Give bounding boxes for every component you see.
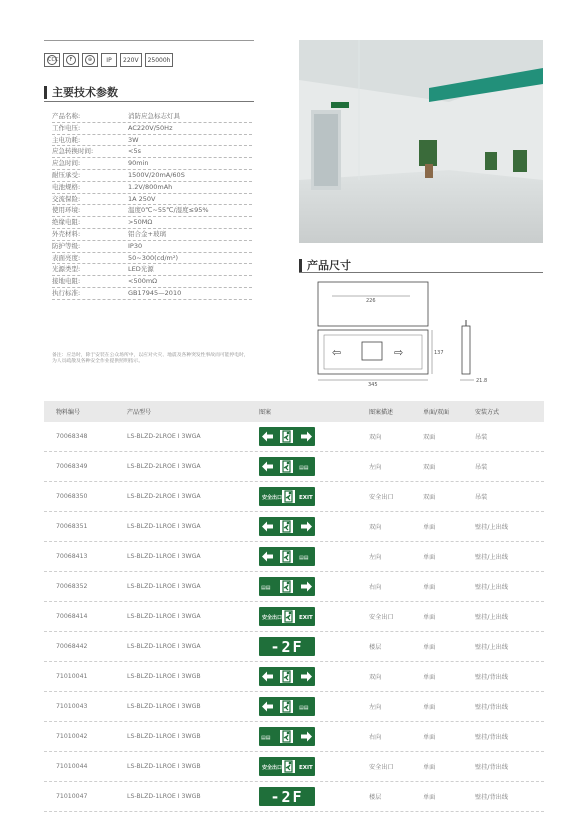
- cell-code: 71010042: [56, 733, 88, 740]
- cell-code: 71010041: [56, 673, 88, 680]
- cell-side: 单面: [423, 674, 436, 681]
- cell-pattern: [259, 457, 357, 476]
- spec-key: 使用环境:: [52, 206, 81, 215]
- cell-mount: 壁挂/上出线: [475, 584, 509, 591]
- cell-pattern: [259, 487, 357, 506]
- cell-mount: 壁挂/背出线: [475, 764, 509, 771]
- spec-value: LED光源: [128, 265, 154, 274]
- cell-mount: 吊装: [475, 434, 488, 441]
- cell-desc: 安全出口: [369, 494, 394, 501]
- cell-code: 70068350: [56, 493, 88, 500]
- cell-pattern: [259, 787, 357, 806]
- sign-left-icon: [259, 457, 315, 476]
- spec-row: [52, 205, 252, 217]
- cell-model: LS-BLZD-2LROE I 3WGA: [127, 433, 201, 440]
- cell-code: 71010043: [56, 703, 88, 710]
- sign-exit-icon: [259, 487, 315, 506]
- cell-side: 单面: [423, 794, 436, 801]
- cell-model: LS-BLZD-1LROE I 3WGB: [127, 763, 201, 770]
- params-title-text: 主要技术参数: [52, 86, 118, 99]
- cell-model: LS-BLZD-2LROE I 3WGA: [127, 493, 201, 500]
- table-row: [44, 722, 544, 752]
- cell-side: 单面: [423, 704, 436, 711]
- header-desc: 图案描述: [369, 409, 394, 416]
- spec-value: IP30: [128, 241, 143, 250]
- spec-key: 交流保险:: [52, 194, 81, 203]
- params-title: [44, 84, 118, 100]
- sign-right-icon: [259, 727, 315, 746]
- sign-both-icon: [259, 427, 315, 446]
- spec-key: 防护等级:: [52, 241, 81, 250]
- cell-desc: 安全出口: [369, 764, 394, 771]
- table-row: [44, 482, 544, 512]
- cell-model: LS-BLZD-1LROE I 3WGA: [127, 613, 201, 620]
- cell-desc: 楼层: [369, 794, 382, 801]
- table-header: [44, 401, 544, 422]
- spec-row: [52, 158, 252, 170]
- cell-desc: 双向: [369, 524, 382, 531]
- cert-icon: 25000h: [145, 53, 174, 67]
- cell-desc: 左向: [369, 704, 382, 711]
- spec-value: 90min: [128, 159, 149, 168]
- cell-code: 70068413: [56, 553, 88, 560]
- sign-exit-icon: [259, 757, 315, 776]
- cell-mount: 壁挂/上出线: [475, 524, 509, 531]
- cell-model: LS-BLZD-1LROE I 3WGB: [127, 793, 201, 800]
- spec-key: 主电功耗:: [52, 135, 81, 144]
- cell-pattern: [259, 637, 357, 656]
- table-row: [44, 752, 544, 782]
- cell-mount: 壁挂/背出线: [475, 674, 509, 681]
- cell-pattern: [259, 667, 357, 686]
- cert-icon: IP: [101, 53, 117, 67]
- spec-row: [52, 194, 252, 206]
- cell-code: 71010047: [56, 793, 88, 800]
- cert-icon: CCC: [44, 53, 60, 67]
- spec-key: 外壳材料:: [52, 229, 81, 238]
- sign-exit-icon: [259, 607, 315, 626]
- cell-mount: 吊装: [475, 464, 488, 471]
- spec-row: [52, 111, 252, 123]
- cell-desc: 安全出口: [369, 614, 394, 621]
- spec-value: <500mΩ: [128, 277, 158, 286]
- spec-value: >50MΩ: [128, 218, 153, 227]
- cell-side: 双面: [423, 434, 436, 441]
- size-title-text: 产品尺寸: [307, 259, 351, 272]
- header-side: 单面/双面: [423, 409, 450, 416]
- spec-note: 备注：应急时，除于安装在公众场所中，以应对火灾、地震及各种突发性事故而可能停电时，为人员疏散及各种安全作业提供照明指示。: [52, 353, 249, 364]
- svg-text:▤▤: ▤▤: [299, 555, 309, 561]
- dim-top-width: 226: [366, 298, 376, 304]
- sign-both-icon: [259, 667, 315, 686]
- table-row: [44, 422, 544, 452]
- cert-icons: [44, 53, 173, 67]
- spec-row: [52, 253, 252, 265]
- params-rule: [44, 101, 254, 102]
- cell-side: 单面: [423, 734, 436, 741]
- header-model: 产品型号: [127, 409, 152, 416]
- spec-value: <5s: [128, 147, 141, 156]
- spec-key: 接地电阻:: [52, 277, 81, 286]
- cell-pattern: [259, 757, 357, 776]
- cell-side: 单面: [423, 584, 436, 591]
- cell-pattern: [259, 427, 357, 446]
- cell-code: 70068442: [56, 643, 88, 650]
- svg-text:安全出口: 安全出口: [262, 765, 283, 771]
- cell-pattern: [259, 727, 357, 746]
- spec-key: 光源类型:: [52, 265, 81, 274]
- cell-side: 单面: [423, 644, 436, 651]
- cert-icon: F: [63, 53, 79, 67]
- svg-text:▤▤: ▤▤: [261, 585, 271, 591]
- cell-pattern: [259, 607, 357, 626]
- spec-row: [52, 146, 252, 158]
- table-row: [44, 572, 544, 602]
- svg-text:EXIT: EXIT: [299, 495, 313, 501]
- spec-row: [52, 135, 252, 147]
- dim-height: 137: [434, 350, 444, 356]
- cell-side: 双面: [423, 464, 436, 471]
- cell-code: 70068348: [56, 433, 88, 440]
- spec-value: 铝合金+玻璃: [128, 229, 166, 238]
- table-row: [44, 542, 544, 572]
- cell-mount: 壁挂/上出线: [475, 614, 509, 621]
- table-row: [44, 782, 544, 812]
- cell-desc: 左向: [369, 464, 382, 471]
- header-pattern: 图案: [259, 409, 272, 416]
- spec-value: AC220V/50Hz: [128, 123, 173, 132]
- sign-floor-icon: -2F: [259, 787, 315, 806]
- cell-mount: 壁挂/背出线: [475, 704, 509, 711]
- svg-text:安全出口: 安全出口: [262, 495, 283, 501]
- cell-model: LS-BLZD-1LROE I 3WGA: [127, 583, 201, 590]
- spec-value: 50~300(cd/m²): [128, 253, 179, 262]
- product-table: [44, 401, 544, 812]
- cell-side: 单面: [423, 524, 436, 531]
- spec-value: 温度0℃~55℃/湿度≤95%: [128, 206, 209, 215]
- corridor-photo: [299, 40, 543, 243]
- cell-model: LS-BLZD-1LROE I 3WGA: [127, 523, 201, 530]
- spec-key: 应急转换时间:: [52, 147, 94, 156]
- size-rule: [299, 272, 543, 273]
- cell-side: 单面: [423, 554, 436, 561]
- spec-key: 工作电压:: [52, 123, 81, 132]
- spec-row: [52, 182, 252, 194]
- spec-key: 应急时间:: [52, 159, 81, 168]
- cell-mount: 壁挂/上出线: [475, 644, 509, 651]
- cell-side: 双面: [423, 494, 436, 501]
- spec-row: [52, 123, 252, 135]
- cell-model: LS-BLZD-1LROE I 3WGB: [127, 673, 201, 680]
- dimension-drawing: [310, 280, 530, 390]
- cell-model: LS-BLZD-1LROE I 3WGA: [127, 643, 201, 650]
- spec-value: 3W: [128, 135, 139, 144]
- cell-mount: 吊装: [475, 494, 488, 501]
- svg-text:安全出口: 安全出口: [262, 615, 283, 621]
- spec-key: 绝缘电阻:: [52, 218, 81, 227]
- spec-key: 表面亮度:: [52, 253, 81, 262]
- cell-code: 70068349: [56, 463, 88, 470]
- cell-code: 70068414: [56, 613, 88, 620]
- cell-desc: 楼层: [369, 644, 382, 651]
- cell-model: LS-BLZD-1LROE I 3WGB: [127, 703, 201, 710]
- cell-desc: 右向: [369, 734, 382, 741]
- svg-text:EXIT: EXIT: [299, 615, 313, 621]
- spec-key: 产品名称:: [52, 112, 81, 120]
- sign-left-icon: [259, 547, 315, 566]
- cell-model: LS-BLZD-2LROE I 3WGA: [127, 463, 201, 470]
- spec-row: [52, 264, 252, 276]
- spec-key: 耐压承受:: [52, 170, 81, 179]
- cell-desc: 左向: [369, 554, 382, 561]
- sign-floor-icon: -2F: [259, 637, 315, 656]
- spec-key: 电池规格:: [52, 182, 81, 191]
- table-row: [44, 602, 544, 632]
- title-bar: [299, 259, 302, 272]
- dim-bottom-width: 345: [368, 382, 378, 388]
- cell-pattern: [259, 517, 357, 536]
- cell-pattern: [259, 697, 357, 716]
- cell-pattern: [259, 577, 357, 596]
- cell-code: 71010044: [56, 763, 88, 770]
- sign-left-icon: [259, 697, 315, 716]
- table-row: [44, 512, 544, 542]
- cell-code: 70068352: [56, 583, 88, 590]
- cert-rule: [44, 40, 254, 41]
- spec-row: [52, 217, 252, 229]
- cert-icon: ⊕: [82, 53, 98, 67]
- spec-row: [52, 241, 252, 253]
- table-row: [44, 632, 544, 662]
- spec-value: 1.2V/800mAh: [128, 182, 173, 191]
- spec-value: GB17945—2010: [128, 288, 182, 297]
- svg-text:EXIT: EXIT: [299, 765, 313, 771]
- spec-value: 1500V/20mA/60S: [128, 170, 185, 179]
- cell-model: LS-BLZD-1LROE I 3WGA: [127, 553, 201, 560]
- cell-mount: 壁挂/背出线: [475, 734, 509, 741]
- table-row: [44, 692, 544, 722]
- cell-desc: 双向: [369, 674, 382, 681]
- cell-code: 70068351: [56, 523, 88, 530]
- table-row: [44, 452, 544, 482]
- table-row: [44, 662, 544, 692]
- spec-row: [52, 170, 252, 182]
- dim-depth: 21.8: [476, 378, 488, 384]
- spec-row: [52, 229, 252, 241]
- sign-both-icon: [259, 517, 315, 536]
- size-title: [299, 257, 351, 273]
- spec-key: 执行标准:: [52, 288, 81, 297]
- cell-desc: 双向: [369, 434, 382, 441]
- cell-side: 单面: [423, 614, 436, 621]
- cell-desc: 右向: [369, 584, 382, 591]
- svg-text:⇦: ⇦: [332, 346, 342, 359]
- cell-side: 单面: [423, 764, 436, 771]
- spec-table: [52, 111, 252, 300]
- spec-value: 消防应急标志灯具: [128, 112, 180, 120]
- title-bar: [44, 86, 47, 99]
- cert-icon: 220V: [120, 53, 142, 67]
- cell-mount: 壁挂/上出线: [475, 554, 509, 561]
- cell-model: LS-BLZD-1LROE I 3WGB: [127, 733, 201, 740]
- svg-text:▤▤: ▤▤: [299, 705, 309, 711]
- sign-right-icon: [259, 577, 315, 596]
- svg-text:▤▤: ▤▤: [299, 465, 309, 471]
- spec-value: 1A 250V: [128, 194, 156, 203]
- svg-text:⇨: ⇨: [394, 346, 404, 359]
- spec-row: [52, 276, 252, 288]
- header-code: 物料编号: [56, 409, 81, 416]
- svg-text:▤▤: ▤▤: [261, 735, 271, 741]
- spec-row: [52, 288, 252, 300]
- cell-mount: 壁挂/背出线: [475, 794, 509, 801]
- cell-pattern: [259, 547, 357, 566]
- header-mount: 安装方式: [475, 409, 500, 416]
